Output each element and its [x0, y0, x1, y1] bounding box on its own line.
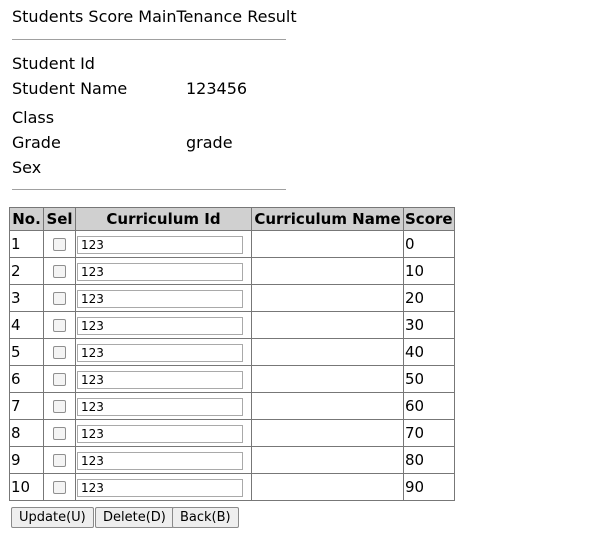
grade-value: grade — [186, 133, 233, 152]
row-no: 10 — [10, 474, 44, 501]
row-select-checkbox[interactable] — [53, 481, 66, 494]
delete-button[interactable]: Delete(D) — [95, 507, 174, 528]
student-id-label: Student Id — [12, 54, 95, 73]
row-no: 4 — [10, 312, 44, 339]
row-no: 3 — [10, 285, 44, 312]
row-select-checkbox[interactable] — [53, 319, 66, 332]
student-name-label: Student Name — [12, 79, 128, 98]
curriculum-id-input[interactable] — [77, 236, 243, 254]
curriculum-name-cell — [252, 312, 404, 339]
score-cell: 80 — [404, 447, 455, 474]
score-cell: 20 — [404, 285, 455, 312]
page-title: Students Score MainTenance Result — [12, 7, 297, 26]
curriculum-name-cell — [252, 393, 404, 420]
curriculum-name-cell — [252, 285, 404, 312]
score-cell: 0 — [404, 231, 455, 258]
row-select-checkbox[interactable] — [53, 292, 66, 305]
table-row — [10, 312, 455, 339]
curriculum-id-input[interactable] — [77, 479, 243, 497]
curriculum-id-input[interactable] — [77, 263, 243, 281]
score-cell: 90 — [404, 474, 455, 501]
row-select-checkbox[interactable] — [53, 238, 66, 251]
curriculum-name-cell — [252, 447, 404, 474]
curriculum-id-input[interactable] — [77, 371, 243, 389]
curriculum-name-cell — [252, 339, 404, 366]
curriculum-id-input[interactable] — [77, 425, 243, 443]
row-select-checkbox[interactable] — [53, 373, 66, 386]
header-no: No. — [10, 208, 44, 231]
row-no: 5 — [10, 339, 44, 366]
curriculum-name-cell — [252, 231, 404, 258]
header-curriculum-name: Curriculum Name — [252, 208, 404, 231]
table-row — [10, 258, 455, 285]
curriculum-name-cell — [252, 474, 404, 501]
row-no: 8 — [10, 420, 44, 447]
curriculum-name-cell — [252, 420, 404, 447]
back-button[interactable]: Back(B) — [172, 507, 239, 528]
table-header-row — [10, 208, 455, 231]
table-row — [10, 339, 455, 366]
grade-label: Grade — [12, 133, 61, 152]
table-row — [10, 393, 455, 420]
row-no: 6 — [10, 366, 44, 393]
update-button[interactable]: Update(U) — [11, 507, 94, 528]
curriculum-id-input[interactable] — [77, 317, 243, 335]
row-no: 1 — [10, 231, 44, 258]
row-select-checkbox[interactable] — [53, 400, 66, 413]
curriculum-name-cell — [252, 366, 404, 393]
table-row — [10, 366, 455, 393]
row-select-checkbox[interactable] — [53, 265, 66, 278]
row-no: 9 — [10, 447, 44, 474]
curriculum-name-cell — [252, 258, 404, 285]
table-row — [10, 474, 455, 501]
score-table — [9, 207, 455, 501]
table-row — [10, 231, 455, 258]
table-row — [10, 447, 455, 474]
header-sel: Sel — [44, 208, 76, 231]
curriculum-id-input[interactable] — [77, 290, 243, 308]
row-no: 7 — [10, 393, 44, 420]
header-score: Score — [404, 208, 455, 231]
score-cell: 50 — [404, 366, 455, 393]
curriculum-id-input[interactable] — [77, 398, 243, 416]
score-cell: 40 — [404, 339, 455, 366]
curriculum-id-input[interactable] — [77, 344, 243, 362]
class-label: Class — [12, 108, 55, 127]
bottom-divider — [12, 189, 286, 190]
top-divider — [12, 39, 286, 40]
header-curriculum-id: Curriculum Id — [76, 208, 252, 231]
score-cell: 70 — [404, 420, 455, 447]
curriculum-id-input[interactable] — [77, 452, 243, 470]
score-cell: 60 — [404, 393, 455, 420]
row-select-checkbox[interactable] — [53, 427, 66, 440]
table-row — [10, 420, 455, 447]
score-cell: 10 — [404, 258, 455, 285]
student-name-value: 123456 — [186, 79, 248, 98]
sex-label: Sex — [12, 158, 42, 177]
row-select-checkbox[interactable] — [53, 346, 66, 359]
row-no: 2 — [10, 258, 44, 285]
table-row — [10, 285, 455, 312]
row-select-checkbox[interactable] — [53, 454, 66, 467]
score-cell: 30 — [404, 312, 455, 339]
